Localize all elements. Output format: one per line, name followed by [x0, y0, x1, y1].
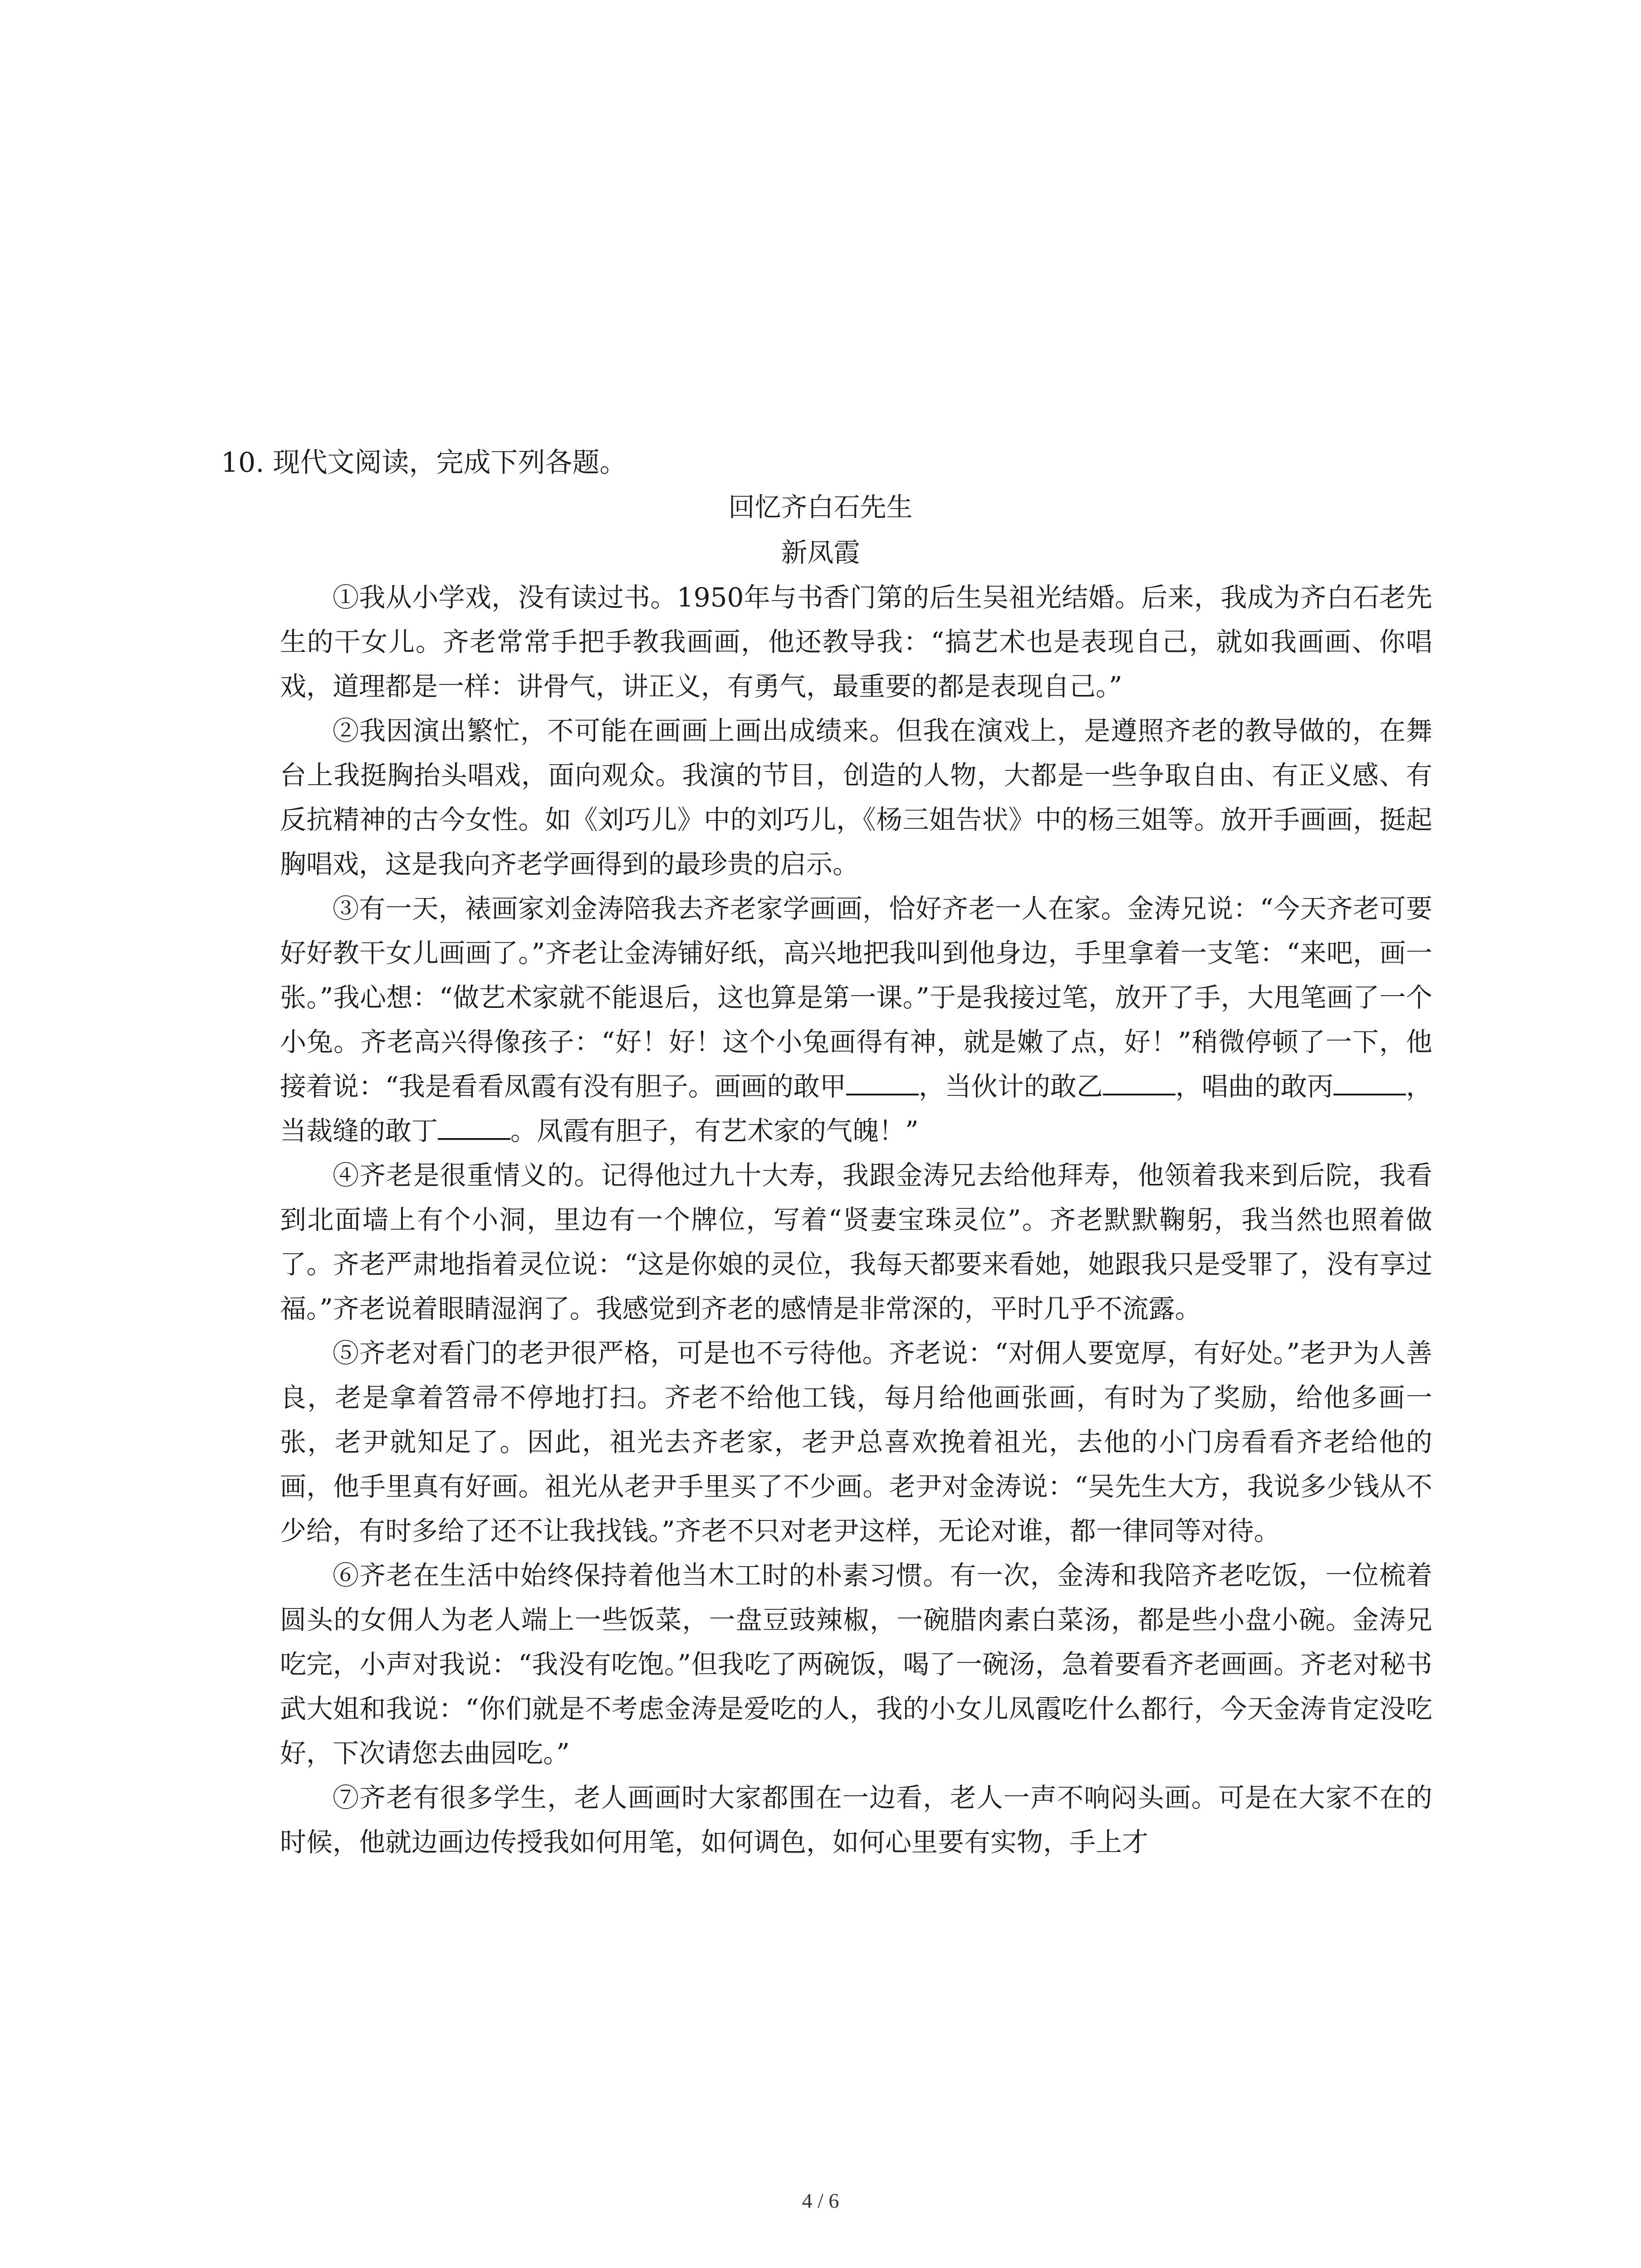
- article-body: [280, 575, 1432, 1864]
- blank-ding[interactable]: [438, 1112, 510, 1140]
- paragraph-3-text-1: ③有一天，裱画家刘金涛陪我去齐老家学画画，恰好齐老一人在家。金涛兄说：“今天齐老可要好好教干女儿画画了。”齐老让金涛铺好纸，高兴地把我叫到他身边，手里拿着一支笔：“来吧，画一张。”我心想：“做艺术家就不能退后，这也算是第一课。”于是我接过笔，放开了手，大甩笔画了一个小兔。齐老高兴得像孩子：“好！好！这个小兔画得有神，就是嫩了点，好！”稍微停顿了一下，他接着说：“我是看看凤霞有没有胆子。画画的敢甲: [280, 893, 1432, 1102]
- paragraph-1: ①我从小学戏，没有读过书。1950年与书香门第的后生吴祖光结婚。后来，我成为齐白石老先生的干女儿。齐老常常手把手教我画画，他还教导我：“搞艺术也是表现自己，就如我画画、你唱戏，道理都是一样：讲骨气，讲正义，有勇气，最重要的都是表现自己。”: [280, 582, 1432, 702]
- blank-jia[interactable]: [846, 1067, 919, 1095]
- paragraph-3: [280, 886, 1432, 1153]
- blank-yi[interactable]: [1103, 1067, 1176, 1095]
- paragraph-5: ⑤齐老对看门的老尹很严格，可是也不亏待他。齐老说：“对佣人要宽厚，有好处。”老尹为人善良，老是拿着笤帚不停地打扫。齐老不给他工钱，每月给他画张画，有时为了奖励，给他多画一张，老尹就知足了。因此，祖光去齐老家，老尹总喜欢挽着祖光，去他的小门房看看齐老给他的画，他手里真有好画。祖光从老尹手里买了不少画。老尹对金涛说：“吴先生大方，我说多少钱从不少给，有时多给了还不让我找钱。”齐老不只对老尹这样，无论对谁，都一律同等对待。: [280, 1338, 1432, 1546]
- paragraph-3-text-2: ，当伙计的敢乙: [918, 1071, 1103, 1102]
- paragraph-3-text-3: ，唱曲的敢丙: [1175, 1071, 1333, 1102]
- question-heading: 10. 现代文阅读，完成下列各题。: [221, 447, 627, 479]
- page-number: 4 / 6: [802, 2189, 839, 2212]
- paragraph-3-text-5: 。凤霞有胆子，有艺术家的气魄！”: [510, 1115, 919, 1146]
- article-title: 回忆齐白石先生: [728, 492, 913, 523]
- paragraph-3-text-4: ，当裁缝的敢丁: [280, 1071, 1432, 1146]
- paragraph-4: ④齐老是很重情义的。记得他过九十大寿，我跟金涛兄去给他拜寿，他领着我来到后院，我看到北面墙上有个小洞，里边有一个牌位，写着“贤妻宝珠灵位”。齐老默默鞠躬，我当然也照着做了。齐老严肃地指着灵位说：“这是你娘的灵位，我每天都要来看她，她跟我只是受罪了，没有享过福。”齐老说着眼睛湿润了。我感觉到齐老的感情是非常深的，平时几乎不流露。: [280, 1160, 1432, 1324]
- paragraph-7: ⑦齐老有很多学生，老人画画时大家都围在一边看，老人一声不响闷头画。可是在大家不在的时候，他就边画边传授我如何用笔，如何调色，如何心里要有实物，手上才: [280, 1782, 1432, 1857]
- paragraph-6: ⑥齐老在生活中始终保持着他当木工时的朴素习惯。有一次，金涛和我陪齐老吃饭，一位梳着圆头的女佣人为老人端上一些饭菜，一盘豆豉辣椒，一碗腊肉素白菜汤，都是些小盘小碗。金涛兄吃完，小声对我说：“我没有吃饱。”但我吃了两碗饭，喝了一碗汤，急着要看齐老画画。齐老对秘书武大姐和我说：“你们就是不考虑金涛是爱吃的人，我的小女儿凤霞吃什么都行，今天金涛肯定没吃好，下次请您去曲园吃。”: [280, 1560, 1432, 1769]
- article-author: 新凤霞: [781, 537, 860, 568]
- blank-bing[interactable]: [1333, 1067, 1406, 1095]
- paragraph-2: ②我因演出繁忙，不可能在画画上画出成绩来。但我在演戏上，是遵照齐老的教导做的，在舞台上我挺胸抬头唱戏，面向观众。我演的节目，创造的人物，大都是一些争取自由、有正义感、有反抗精神的古今女性。如《刘巧儿》中的刘巧儿，《杨三姐告状》中的杨三姐等。放开手画画，挺起胸唱戏，这是我向齐老学画得到的最珍贵的启示。: [280, 715, 1432, 880]
